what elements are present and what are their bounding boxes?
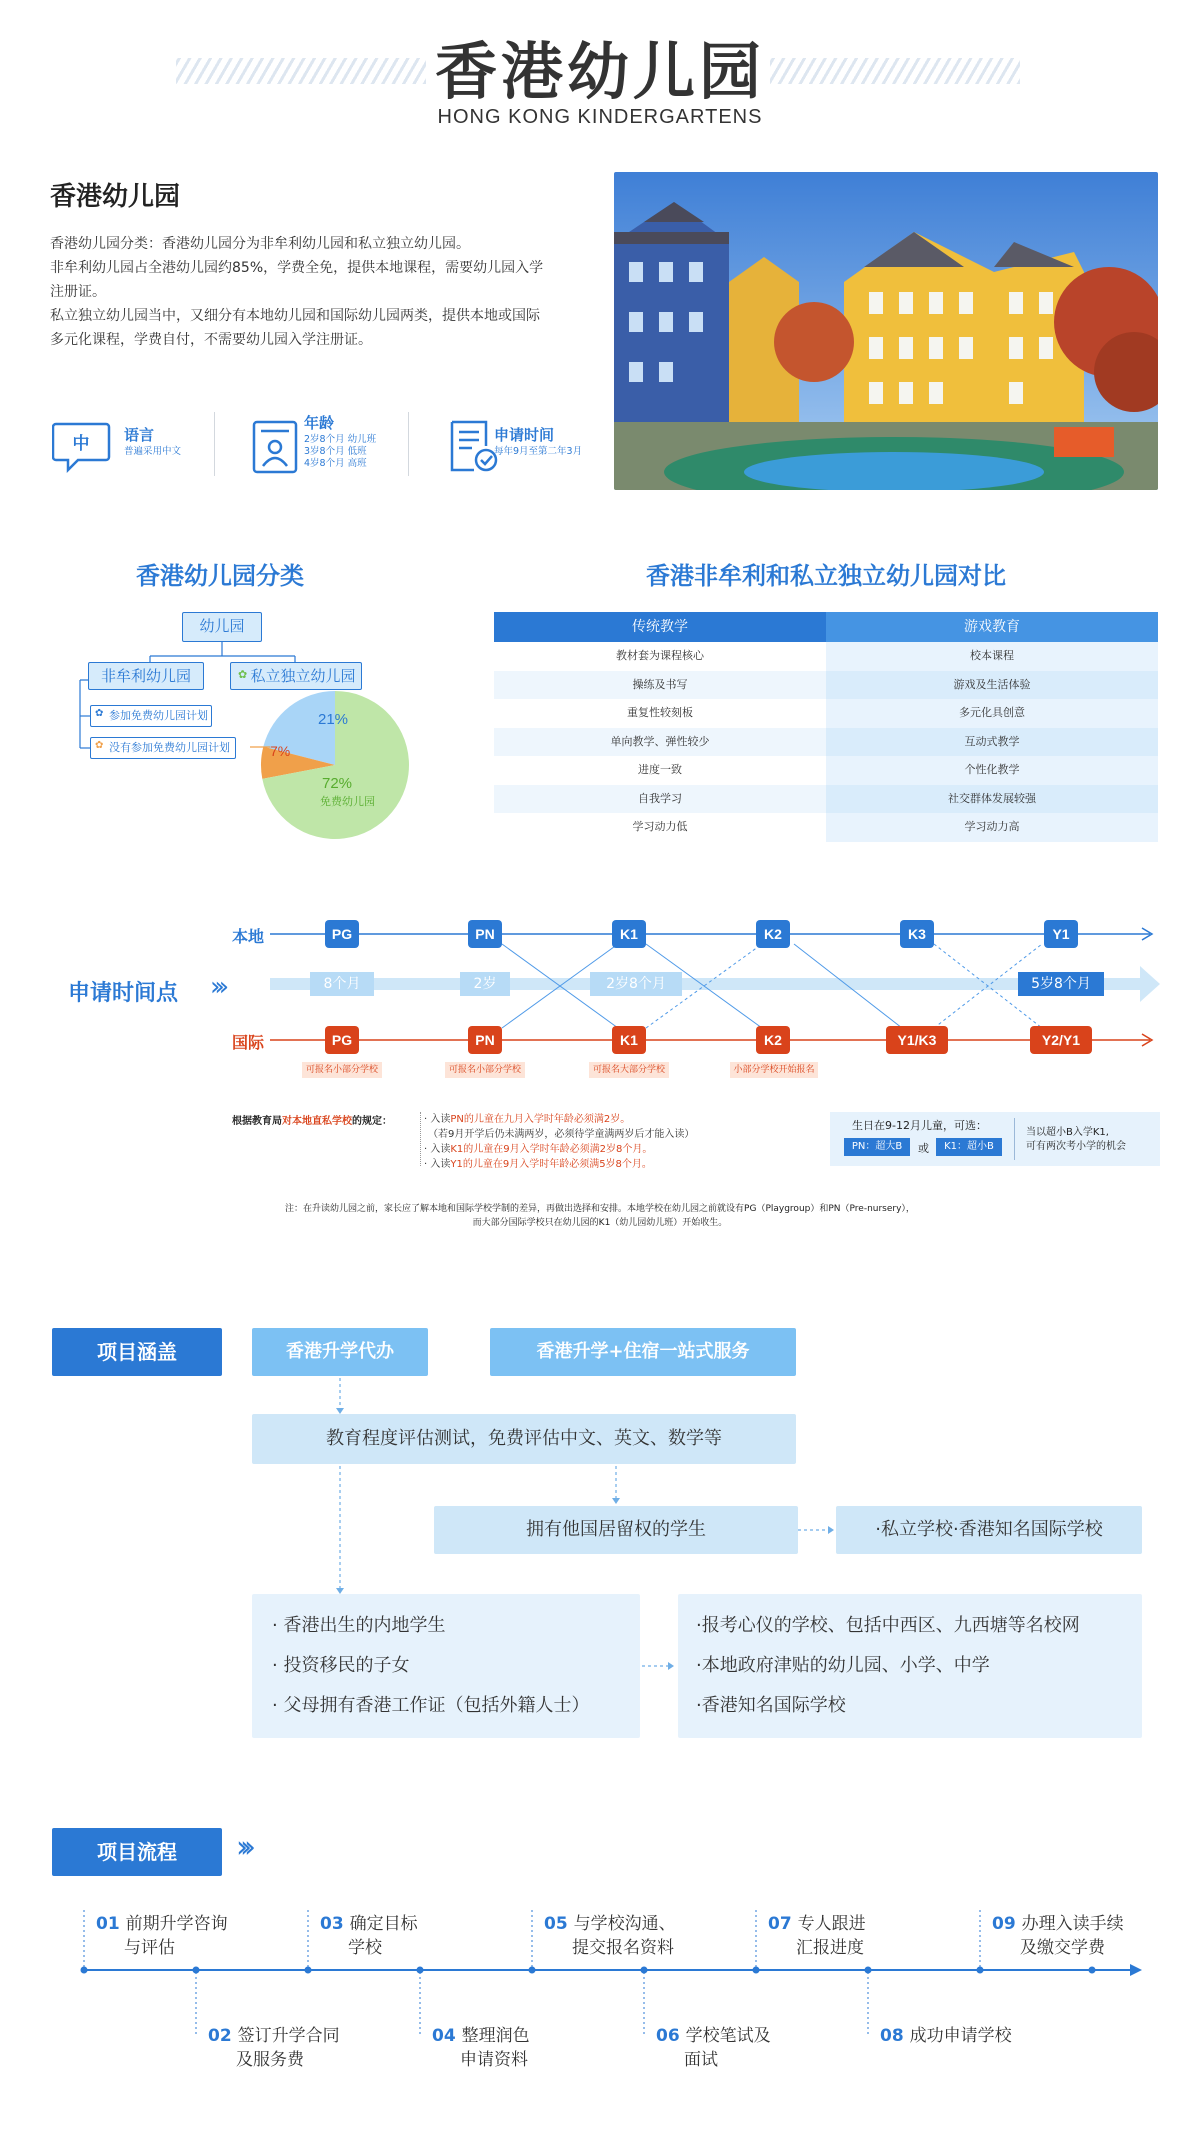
local-k2: K2 [756,920,790,948]
school-target-1: ·报考心仪的学校、包括中西区、九西塘等名校网 [696,1615,1080,1636]
process-step-number: 05 [544,1914,568,1934]
page-title: 香港幼儿园 [434,35,765,108]
header-traditional: 传统教学 [494,612,826,642]
birthday-note [1026,1126,1126,1154]
process-step-text: 签订升学合同 [237,2026,340,2046]
tag-pn: 可报名小部分学校 [445,1062,525,1078]
age-line-3: 4岁8个月 高班 [304,458,367,469]
sub-free-scheme-icon: ✿ [95,708,104,719]
header-play: 游戏教育 [826,612,1158,642]
process-step-text: 成功申请学校 [909,2026,1012,2046]
birthday-note-1: 当以超小B入学K1, [1026,1127,1109,1138]
rule-2-text: K1的儿童在9月入学时年龄必须满2岁8个月。 [450,1144,653,1155]
rule-3 [424,1157,694,1172]
cell-play: 学习动力高 [826,813,1158,842]
pie-label-21: 21% [318,711,349,728]
tree-private: 私立独立幼儿园 [230,662,362,690]
intro-paragraph-2b: 注册证。 [50,284,106,300]
student-groups-box [252,1594,640,1738]
apply-time-sub: 每年9月至第二年3月 [494,446,583,457]
tree-sub-no-free-scheme: 没有参加免费幼儿园计划 [90,737,236,759]
cell-traditional: 学习动力低 [494,813,826,842]
cell-traditional: 重复性较刻板 [494,699,826,728]
process-step-number: 02 [208,2026,232,2046]
age-2y8m: 2岁8个月 [590,972,682,996]
process-step-line-2: 及服务费 [236,2050,304,2070]
process-step-number: 06 [656,2026,680,2046]
cell-traditional: 进度一致 [494,756,826,785]
process-step-text: 学校笔试及 [685,2026,771,2046]
local-pn: PN [468,920,502,948]
cell-play: 游戏及生活体验 [826,671,1158,700]
process-step-line-1 [432,2024,530,2048]
cell-traditional: 单向教学、弹性较少 [494,728,826,757]
age-5y8m: 5岁8个月 [1018,972,1104,996]
process-step-line-2: 及缴交学费 [1020,1938,1105,1958]
language-title: 语言 [124,426,155,444]
age-2-years: 2岁 [460,972,510,996]
language-sub: 普遍采用中文 [124,446,182,457]
rule-1-text: PN的儿童在九月入学时年龄必须满2岁。 [450,1114,631,1125]
process-step-09 [992,1912,1124,1960]
rule-list [424,1112,694,1172]
process-step-number: 09 [992,1914,1016,1934]
cell-play: 个性化教学 [826,756,1158,785]
process-step-text: 与学校沟通、 [573,1914,676,1934]
process-step-08 [880,2024,1012,2048]
student-group-2: · 投资移民的子女 [272,1655,410,1676]
rule-prefix: 根据教育局 [232,1116,282,1127]
intro-title: 香港幼儿园 [50,182,181,212]
birthday-box [830,1112,1160,1166]
school-target-3: ·香港知名国际学校 [696,1695,846,1716]
tag-pg: 可报名小部分学校 [302,1062,382,1078]
process-step-text: 专人跟进 [797,1914,866,1934]
birthday-pn: PN：超大B [844,1138,910,1156]
local-k1: K1 [612,920,646,948]
process-chevrons-icon: ››› [236,1830,248,1865]
birthday-title: 生日在9-12月儿童，可选： [852,1119,987,1132]
rule-suffix: 的规定： [352,1116,392,1127]
pie-label-7: 7% [270,743,291,759]
rule-3-prefix: · 入读 [424,1159,451,1170]
intl-k1: K1 [612,1026,646,1054]
process-heading: 项目流程 [52,1828,222,1876]
student-group-3: · 父母拥有香港工作证（包括外籍人士） [272,1695,590,1716]
process-step-line-2: 面试 [684,2050,718,2070]
foreign-student-box: 拥有他国居留权的学生 [434,1506,798,1554]
coverage-heading: 项目涵盖 [52,1328,222,1376]
local-pg: PG [325,920,359,948]
process-step-line-1 [768,1912,866,1936]
rule-2 [424,1142,694,1157]
process-step-text: 办理入读手续 [1021,1914,1124,1934]
rule-3-text: Y1的儿童在9月入学时年龄必须满5岁8个月。 [450,1159,652,1170]
intro-paragraph-3b: 多元化课程，学费自付，不需要幼儿园入学注册证。 [50,332,372,348]
process-step-06 [656,2024,771,2072]
cell-play: 多元化具创意 [826,699,1158,728]
apply-time-title: 申请时间 [494,426,555,444]
eval-box: 教育程度评估测试，免费评估中文、英文、数学等 [252,1414,796,1464]
cell-traditional: 操练及书写 [494,671,826,700]
process-step-line-2: 提交报名资料 [572,1938,674,1958]
birthday-note-2: 可有两次考小学的机会 [1026,1141,1126,1152]
timeline-title: 申请时间点 [68,981,179,1006]
process-step-01 [96,1912,228,1960]
intro-paragraph-2a: 非牟利幼儿园占全港幼儿园约85%，学费全免，提供本地课程，需要幼儿园入学 [50,260,544,276]
tag-k2: 小部分学校开始报名 [730,1062,818,1078]
age-line-1: 2岁8个月 幼儿班 [304,434,377,445]
pie-caption: 免费幼儿园 [320,795,375,808]
age-8-months: 8个月 [310,972,374,996]
cell-traditional: 自我学习 [494,785,826,814]
process-step-number: 08 [880,2026,904,2046]
process-step-number: 03 [320,1914,344,1934]
comparison-title: 香港非牟利和私立独立幼儿园对比 [646,562,1006,590]
process-step-line-1 [992,1912,1124,1936]
process-step-number: 01 [96,1914,120,1934]
process-step-line-1 [656,2024,771,2048]
process-step-line-1 [880,2024,1012,2048]
footnote-1: 注：在升读幼儿园之前，家长应了解本地和国际学校学制的差异，再做出选择和安排。本地学校在幼儿园之前就设有PG（Playgroup）和PN（Pre-nursery）， [285,1204,915,1214]
footnote [0,1202,1200,1230]
age-line-2: 3岁8个月 低班 [304,446,367,457]
intl-pg: PG [325,1026,359,1054]
local-y1: Y1 [1044,920,1078,948]
language-icon-glyph: 中 [72,434,90,454]
process-step-text: 整理润色 [461,2026,530,2046]
tree-root-kindergarten: 幼儿园 [182,612,262,642]
cell-play: 社交群体发展较强 [826,785,1158,814]
service-one-stop: 香港升学+住宿一站式服务 [490,1328,796,1376]
pie-label-72: 72% [322,775,353,792]
intl-y2-y1: Y2/Y1 [1030,1026,1092,1054]
process-step-04 [432,2024,530,2072]
process-step-number: 04 [432,2026,456,2046]
sub-no-free-scheme-icon: ✿ [95,740,104,751]
cell-play: 互动式教学 [826,728,1158,757]
intro-paragraph-3a: 私立独立幼儿园当中，又细分有本地幼儿园和国际幼儿园两类，提供本地或国际 [50,308,540,324]
process-step-02 [208,2024,340,2072]
cell-traditional: 教材套为课程核心 [494,642,826,671]
service-hk-agency: 香港升学代办 [252,1328,428,1376]
process-step-line-1 [208,2024,340,2048]
process-step-05 [544,1912,676,1960]
cell-play: 校本课程 [826,642,1158,671]
process-step-line-2: 学校 [348,1938,382,1958]
rule-1 [424,1112,694,1127]
birthday-or: 或 [918,1142,929,1155]
rule-2-prefix: · 入读 [424,1144,451,1155]
timeline-intl-label: 国际 [232,1033,265,1052]
timeline-local-label: 本地 [232,927,265,946]
student-group-1: · 香港出生的内地学生 [272,1615,446,1636]
tag-k1: 可报名大部分学校 [589,1062,669,1078]
intl-pn: PN [468,1026,502,1054]
timeline-chevrons-icon: ››› [210,972,224,1002]
school-targets-box [678,1594,1142,1738]
process-step-07 [768,1912,866,1960]
page-subtitle: HONG KONG KINDERGARTENS [437,106,763,128]
local-k3: K3 [900,920,934,948]
tree-nonprofit: 非牟利幼儿园 [88,662,204,690]
birthday-divider [1014,1118,1015,1160]
rule-1-note: （若9月开学后仍未满两岁，必须待学童满两岁后才能入读） [428,1129,695,1140]
birthday-k1: K1：超小B [936,1138,1002,1156]
process-step-line-1 [96,1912,228,1936]
rule-highlight: 对本地直私学校 [282,1116,352,1127]
classification-title: 香港幼儿园分类 [136,562,304,590]
process-step-text: 前期升学咨询 [125,1914,228,1934]
process-step-line-2: 申请资料 [460,2050,528,2070]
process-step-line-1 [320,1912,418,1936]
school-target-2: ·本地政府津贴的幼儿园、小学、中学 [696,1655,990,1676]
intl-k2: K2 [756,1026,790,1054]
process-step-number: 07 [768,1914,792,1934]
tree-sub-free-scheme: 参加免费幼儿园计划 [90,705,212,727]
groups-arrow-icon [640,1658,676,1674]
foreign-target-box: ·私立学校·香港知名国际学校 [836,1506,1142,1554]
intl-y1-k3: Y1/K3 [886,1026,948,1054]
process-step-text: 确定目标 [349,1914,418,1934]
age-title: 年龄 [304,414,335,432]
private-star-icon: ✿ [238,668,248,681]
process-step-line-2: 与评估 [124,1938,175,1958]
process-step-03 [320,1912,418,1960]
rule-heading [232,1112,392,1127]
footnote-2: 而大部分国际学校只在幼儿园的K1（幼儿园幼儿班）开始收生。 [472,1218,728,1228]
intro-paragraph-1: 香港幼儿园分类：香港幼儿园分为非牟利幼儿园和私立独立幼儿园。 [50,236,470,252]
process-step-line-1 [544,1912,676,1936]
rule-1-prefix: · 入读 [424,1114,451,1125]
process-step-line-2: 汇报进度 [796,1938,864,1958]
